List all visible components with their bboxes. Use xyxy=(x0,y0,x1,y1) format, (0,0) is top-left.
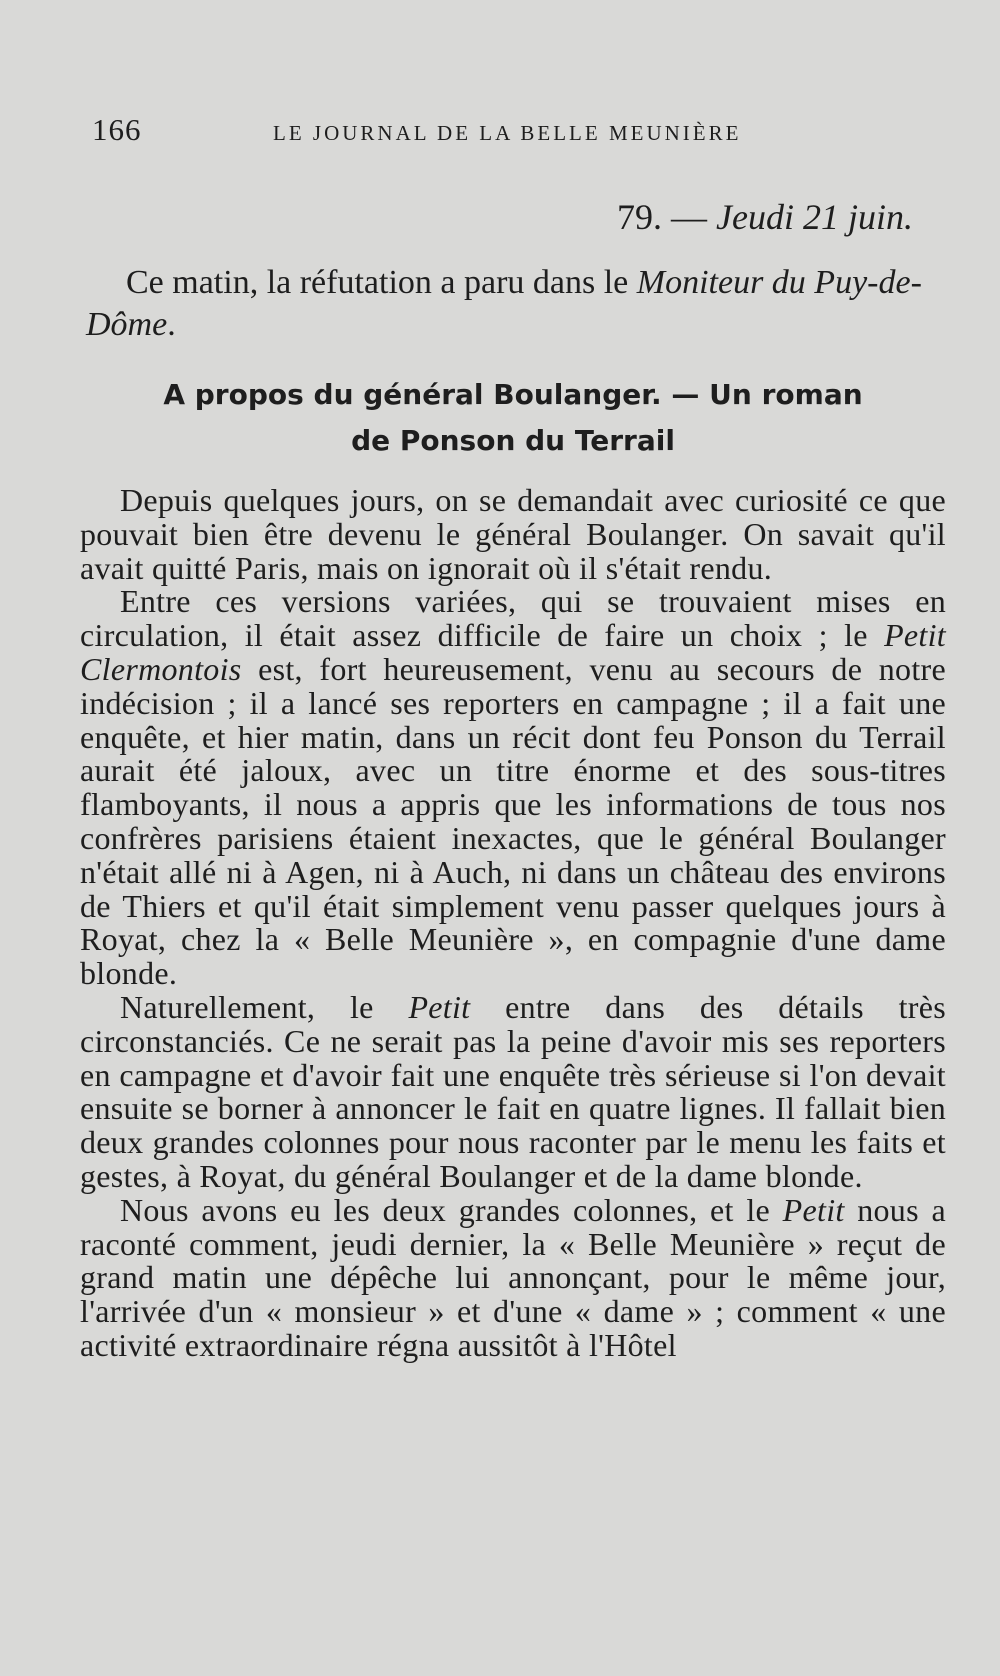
intro-text-end: . xyxy=(167,306,176,343)
intro-paragraph xyxy=(86,262,952,346)
running-title: LE JOURNAL DE LA BELLE MEUNIÈRE xyxy=(273,121,742,145)
paragraph-2-text-b: est, fort heureusement, venu au secours de notre indécision ; il a lancé ses reporters en campagne ; il a fait une enquête, et hier matin, dans un récit dont feu Ponson du Terrail aurait été jaloux, avec un titre énorme et des sous-titres flamboyants, il nous a appris que les informations de tous nos confrères parisiens étaient inexactes, que le général Boulanger n'était allé ni à Agen, ni à Auch, ni dans un château des environs de Thiers et qu'il était simplement venu passer quelques jours à Royat, chez la « Belle Meunière », en compagnie d'une dame blonde. xyxy=(80,650,946,992)
page-header xyxy=(88,112,960,152)
paragraph-2 xyxy=(80,585,946,991)
intro-newspaper-title: Moniteur du Puy-de-Dôme xyxy=(86,264,922,343)
entry-number: 79. — xyxy=(617,197,708,237)
newspaper-title-petit-clermontois: Petit Clermontois xyxy=(80,617,946,687)
page-number: 166 xyxy=(92,112,142,147)
paragraph-3-text-a: Naturellement, le xyxy=(120,988,409,1025)
paragraph-3-text-b: entre dans des détails très circonstanciés. Ce ne serait pas la peine d'avoir mis ses reporters en campagne et d'avoir fait une enquête très sérieuse si l'on devait ensuite se borner à annoncer le fait en quatre lignes. Il fallait bien deux grandes colonnes pour nous raconter par le menu les faits et gestes, à Royat, du général Boulanger et de la dame blonde. xyxy=(80,988,947,1194)
newspaper-title-petit-2: Petit xyxy=(782,1191,845,1228)
entry-date xyxy=(617,196,913,238)
section-heading-line-1: A propos du général Boulanger. — Un roman xyxy=(163,378,863,411)
entry-date-text: Jeudi 21 juin. xyxy=(716,197,913,237)
paragraph-4 xyxy=(80,1191,946,1363)
paragraph-2-text-a: Entre ces versions variées, qui se trouvaient mises en circulation, il était assez difficile de faire un choix ; le xyxy=(80,583,946,654)
paragraph-3 xyxy=(80,988,947,1194)
section-heading-line-2: de Ponson du Terrail xyxy=(351,424,675,457)
intro-text: Ce matin, la réfutation a paru dans le xyxy=(126,264,637,301)
section-heading xyxy=(80,372,946,464)
newspaper-title-petit: Petit xyxy=(408,988,471,1025)
paragraph-4-text-a: Nous avons eu les deux grandes colonnes, et le xyxy=(120,1191,783,1228)
article-body xyxy=(80,484,946,1363)
paragraph-1: Depuis quelques jours, on se demandait avec curiosité ce que pouvait bien être devenu le général Boulanger. On savait qu'il avait quitté Paris, mais on ignorait où il s'était rendu. xyxy=(80,482,946,586)
paragraph-4-text-b: nous a raconté comment, jeudi dernier, la « Belle Meunière » reçut de grand matin une dépêche lui annonçant, pour le même jour, l'arrivée d'un « monsieur » et d'une « dame » ; comment « une activité extraordinaire régna aussitôt à l'Hôtel xyxy=(80,1191,946,1363)
